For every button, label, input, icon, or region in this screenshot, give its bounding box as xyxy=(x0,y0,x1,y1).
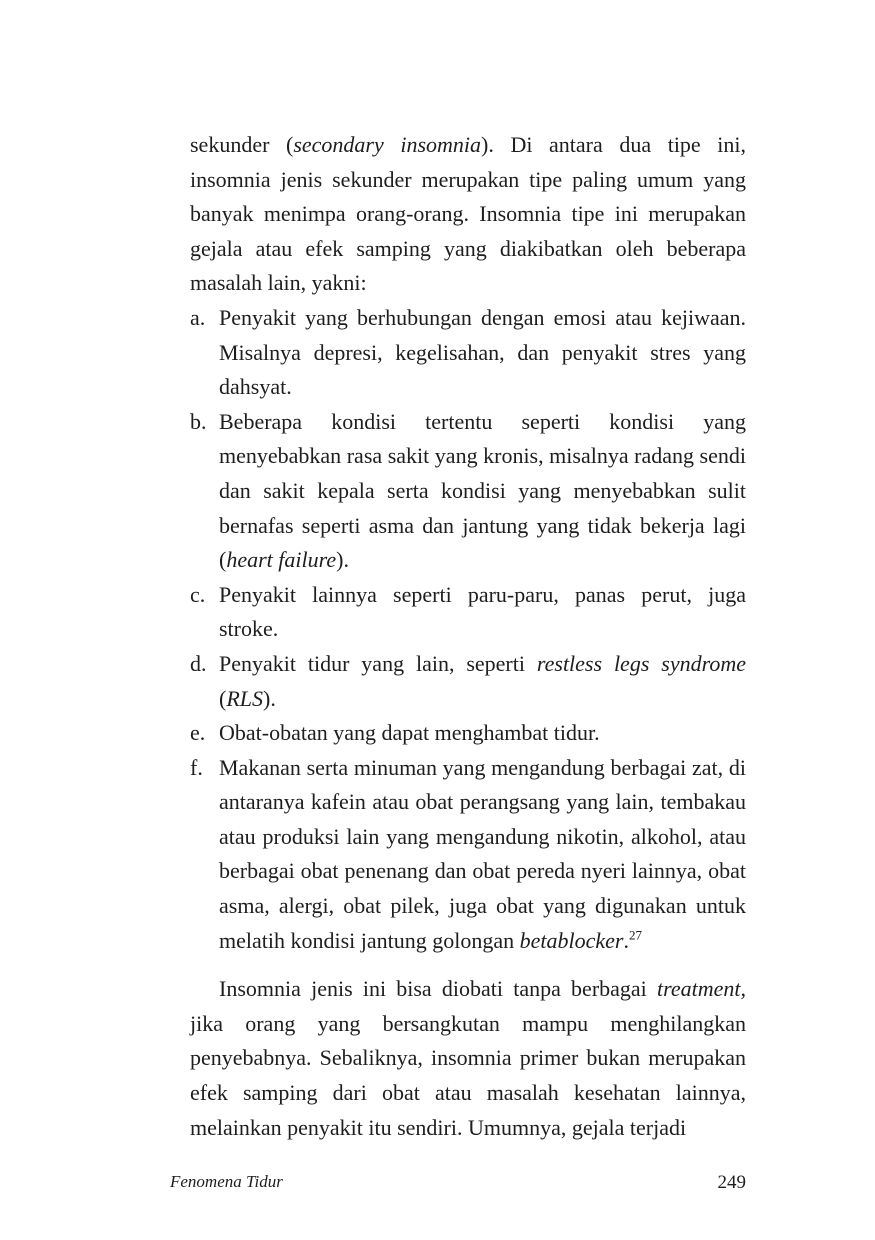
intro-paragraph xyxy=(190,128,746,301)
list-marker: f. xyxy=(190,754,203,780)
intro-text: sekunder ( xyxy=(190,132,294,157)
page-number: 249 xyxy=(717,1172,746,1193)
term-betablocker: betablocker xyxy=(519,927,624,953)
list-item-f xyxy=(190,751,746,959)
intro-text-cont: ). Di antara dua tipe ini, insomnia jenis sekunder merupakan tipe paling umum yang banyak menimpa orang-orang. Insomnia tipe ini merupakan gejala atau efek samping yang diakibatkan oleh beberapa masalah lain, yakni: xyxy=(190,132,747,296)
intro-term-secondary-insomnia: secondary insomnia xyxy=(293,132,482,157)
list-item-text: Obat-obatan yang dapat menghambat tidur. xyxy=(219,720,600,746)
list-item-text-end: ). xyxy=(336,547,349,573)
list-item-text-end: ). xyxy=(263,685,276,711)
list-item-text-end: . xyxy=(623,927,629,953)
list-item-b xyxy=(190,405,746,578)
paragraph-text-cont: jika orang yang bersangkutan mampu menghilangkan penyebabnya. Sebaliknya, insomnia primer bukan merupakan efek samping dari obat atau masalah kesehatan lainnya, melainkan penyakit itu sendiri. Umumnya, gejala terjadi xyxy=(190,1010,746,1140)
term-rls: RLS xyxy=(226,685,264,711)
list-item-c xyxy=(190,578,746,647)
list-item-e xyxy=(190,716,746,751)
list-marker: c. xyxy=(190,581,206,607)
footnote-marker: 27 xyxy=(629,927,642,943)
term-treatment: treatment, xyxy=(657,976,746,1002)
list-marker: e. xyxy=(190,720,206,746)
list-item-text: Penyakit tidur yang lain, seperti xyxy=(219,650,537,676)
list-item-text-cont: ( xyxy=(219,685,227,711)
list-item-text: Penyakit lainnya seperti paru-paru, panas perut, juga stroke. xyxy=(219,581,746,642)
list-item-text: Makanan serta minuman yang mengandung berbagai zat, di antaranya kafein atau obat perangsang yang lain, tembakau atau produksi lain yang mengandung nikotin, alkohol, atau berbagai obat penenang dan obat pereda nyeri lainnya, obat asma, alergi, obat pilek, juga obat yang digunakan untuk melatih kondisi jantung golongan xyxy=(219,754,746,953)
list-item-text: Beberapa kondisi tertentu seperti kondisi yang menyebabkan rasa sakit yang kronis, misalnya radang sendi dan sakit kepala serta kondisi yang menyebabkan sulit bernafas seperti asma dan jantung yang tidak bekerja lagi ( xyxy=(219,408,746,573)
paragraph-text: Insomnia jenis ini bisa diobati tanpa berbagai xyxy=(219,976,657,1002)
term-restless-legs-syndrome: restless legs syndrome xyxy=(536,650,746,676)
list-marker: b. xyxy=(190,408,207,434)
cause-list xyxy=(190,301,746,958)
list-item-d xyxy=(190,647,746,716)
list-item-a xyxy=(190,301,746,405)
list-marker: d. xyxy=(190,650,207,676)
body-text xyxy=(190,128,746,1145)
paragraph-2 xyxy=(190,972,746,1145)
list-item-text: Penyakit yang berhubungan dengan emosi atau kejiwaan. Misalnya depresi, kegelisahan, dan penyakit stres yang dahsyat. xyxy=(219,304,746,400)
running-footer-title: Fenomena Tidur xyxy=(170,1172,283,1191)
list-marker: a. xyxy=(190,304,206,330)
term-heart-failure: heart failure xyxy=(226,547,337,573)
